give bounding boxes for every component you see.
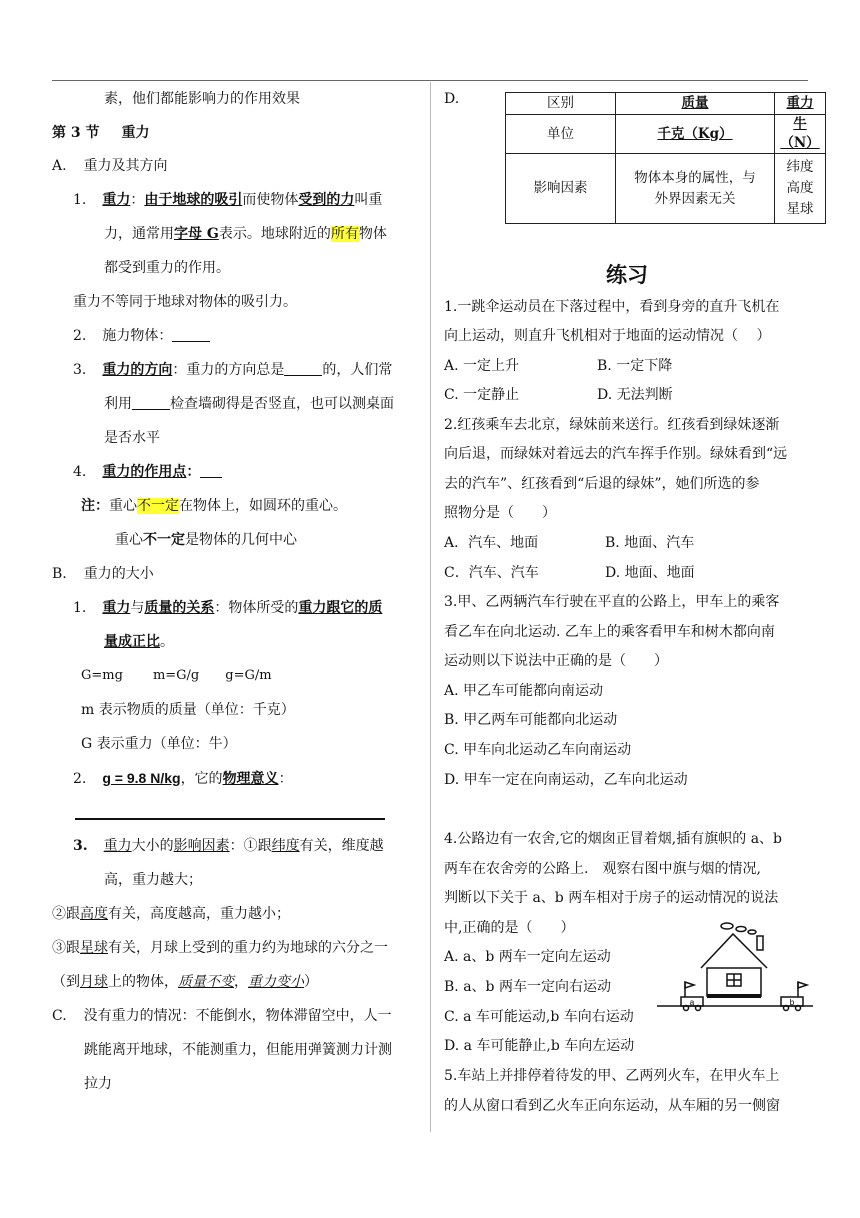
- gravity-note: 重力不等同于地球对物体的吸引力。: [73, 294, 297, 310]
- q2-line4: 照物分是（ ）: [444, 505, 556, 521]
- table-cell: 单位: [506, 115, 616, 154]
- note-center-gravity: 注：重心不一定在物体上，如圆环的重心。: [81, 498, 347, 514]
- item-b2: 2. g = 9.8 N/kg，它的物理意义：: [73, 770, 293, 787]
- q3-line3: 运动则以下说法中正确的是（ ）: [444, 653, 668, 669]
- q5-line1: 5.车站上并排停着待发的甲、乙两列火车，在甲火车上: [444, 1068, 780, 1084]
- q4-line3: 判断以下关于 a、b 两车相对于房子的运动情况的说法: [444, 890, 779, 906]
- q4-option-a[interactable]: A. a、b 两车一定向左运动: [444, 949, 611, 965]
- section-title: 重力: [121, 125, 150, 141]
- item-b3-planet: ③跟星球有关，月球上受到的重力约为地球的六分之一: [52, 940, 388, 956]
- q3-option-b[interactable]: B. 甲乙两车可能都向北运动: [444, 712, 618, 728]
- q1-option-a[interactable]: A. 一定上升: [444, 358, 520, 374]
- q1-option-d[interactable]: D. 无法判断: [597, 387, 673, 403]
- table-cell: 质量: [616, 93, 775, 115]
- item-a3-line3: 是否水平: [104, 430, 160, 446]
- table-multiline: 纬度 高度 星球: [786, 159, 814, 217]
- q2-option-d[interactable]: D. 地面、地面: [605, 565, 695, 581]
- item-d-label: D.: [444, 91, 460, 107]
- practice-title: 练习: [606, 262, 648, 287]
- blank-field[interactable]: [284, 361, 322, 376]
- q2-option-a[interactable]: A．汽车、地面: [444, 535, 539, 551]
- q4-line1: 4.公路边有一农舍,它的烟囱正冒着烟,插有旗帜的 a、b: [444, 831, 783, 847]
- q3-option-a[interactable]: A. 甲乙车可能都向南运动: [444, 683, 604, 699]
- heading-c-line3: 拉力: [84, 1076, 112, 1092]
- section-heading: [52, 123, 150, 143]
- q2-line1: 2.红孩乘车去北京，绿妹前来送行。红孩看到绿妹逐渐: [444, 417, 780, 433]
- chimney: [757, 936, 763, 950]
- q3-option-c[interactable]: C. 甲车向北运动乙车向南运动: [444, 742, 632, 758]
- heading-a: A. 重力及其方向: [52, 158, 168, 174]
- flag-b: [798, 982, 807, 988]
- item-a3-line2: 利用 检查墙砌得是否竖直，也可以测桌面: [104, 396, 394, 412]
- smoke-puff: [721, 923, 733, 929]
- item-b3-height: ②跟高度有关，高度越高，重力越小；: [52, 906, 290, 922]
- mass-definition: m 表示物质的质量（单位：千克）: [81, 702, 295, 718]
- mass-weight-table: [505, 92, 826, 224]
- table-cell: [616, 154, 775, 224]
- gravity-definition: G 表示重力（单位：牛）: [81, 736, 237, 752]
- q1-option-c[interactable]: C. 一定静止: [444, 387, 520, 403]
- item-a2: 2. 施力物体：: [73, 326, 210, 346]
- smoke-puff: [736, 927, 746, 932]
- house-base: [707, 994, 761, 998]
- q4-option-d[interactable]: D. a 车可能静止,b 车向左运动: [444, 1038, 635, 1054]
- q2-line2: 向后退，而绿妹对着远去的汽车挥手作别。绿妹看到“远: [444, 446, 788, 462]
- heading-c-line2: 跳能离开地球，不能测重力，但能用弹簧测力计测: [84, 1042, 392, 1058]
- blank-field[interactable]: [200, 463, 222, 478]
- q2-option-c[interactable]: C．汽车、汽车: [444, 565, 539, 581]
- q3-line2: 看乙车在向北运动. 乙车上的乘客看甲车和树木都向南: [444, 624, 775, 640]
- item-b1-line1: 1. 重力与质量的关系：物体所受的重力跟它的质: [73, 600, 383, 616]
- section-number: 第 3 节: [52, 125, 100, 141]
- house-cars-figure: [655, 922, 815, 1012]
- q4-option-b[interactable]: B. a、b 两车一定向右运动: [444, 979, 611, 995]
- flag-a: [685, 982, 694, 988]
- table-multiline: 物体本身的属性，与 外界因素无关: [634, 169, 756, 207]
- q3-line1: 3.甲、乙两辆汽车行驶在平直的公路上，甲车上的乘客: [444, 594, 780, 610]
- car-a-label: a: [689, 998, 695, 1007]
- item-a1-line2: 力，通常用字母 G表示。地球附近的所有物体: [104, 226, 387, 242]
- item-a4: 4. 重力的作用点：: [73, 462, 222, 482]
- q4-line4: 中,正确的是（ ）: [444, 920, 575, 936]
- table-cell: 区别: [506, 93, 616, 115]
- table-cell: [775, 154, 826, 224]
- item-b1-line2: 量成正比。: [104, 634, 174, 650]
- heading-c-line1: C. 没有重力的情况：不能倒水，物体滞留空中，人一: [52, 1008, 392, 1024]
- column-divider: [430, 82, 431, 1132]
- car-b-label: b: [789, 998, 795, 1007]
- table-cell: 影响因素: [506, 154, 616, 224]
- heading-b: B. 重力的大小: [52, 566, 154, 582]
- q2-line3: 去的汽车”、红孩看到“后退的绿妹”，她们所选的参: [444, 476, 760, 492]
- q2-option-b[interactable]: B. 地面、汽车: [605, 535, 695, 551]
- smoke-puff: [748, 930, 756, 934]
- table-cell: 重力: [775, 93, 826, 115]
- table-cell: 牛（N）: [775, 115, 826, 154]
- header-rule: [52, 80, 808, 81]
- q5-line2: 的人从窗口看到乙火车正向东运动，从车厢的另一侧窗: [444, 1098, 780, 1114]
- q4-line2: 两车在农舍旁的公路上. 观察右图中旗与烟的情况,: [444, 861, 761, 877]
- q4-option-c[interactable]: C. a 车可能运动,b 车向右运动: [444, 1009, 634, 1025]
- q3-option-d[interactable]: D. 甲车一定在向南运动，乙车向北运动: [444, 772, 688, 788]
- q1-line2: 向上运动，则直升飞机相对于地面的运动情况（ ）: [444, 328, 771, 344]
- item-a1-line1: 1. 重力：由于地球的吸引而使物体受到的力叫重: [73, 192, 383, 208]
- note-center-geometric: 重心不一定是物体的几何中心: [115, 532, 297, 548]
- formulas: G=mg m=G/g g=G/m: [81, 668, 272, 683]
- item-b3-line1: 3. 重力大小的影响因素：①跟纬度有关，维度越: [73, 838, 384, 854]
- blank-field[interactable]: [172, 327, 210, 342]
- q1-option-b[interactable]: B. 一定下降: [597, 358, 673, 374]
- q1-line1: 1.一跳伞运动员在下落过程中，看到身旁的直升飞机在: [444, 299, 780, 315]
- item-a3-line1: 3. 重力的方向：重力的方向总是 的，人们常: [73, 362, 393, 378]
- continued-line: 素，他们都能影响力的作用效果: [104, 91, 300, 107]
- item-b3-moon: （到月球上的物体，质量不变，重力变小）: [52, 974, 318, 990]
- blank-field[interactable]: [132, 395, 170, 410]
- answer-line[interactable]: [75, 818, 385, 820]
- table-cell: 千克（Kg）: [616, 115, 775, 154]
- item-a1-line3: 都受到重力的作用。: [104, 260, 230, 276]
- item-b3-line2: 高，重力越大；: [104, 872, 202, 888]
